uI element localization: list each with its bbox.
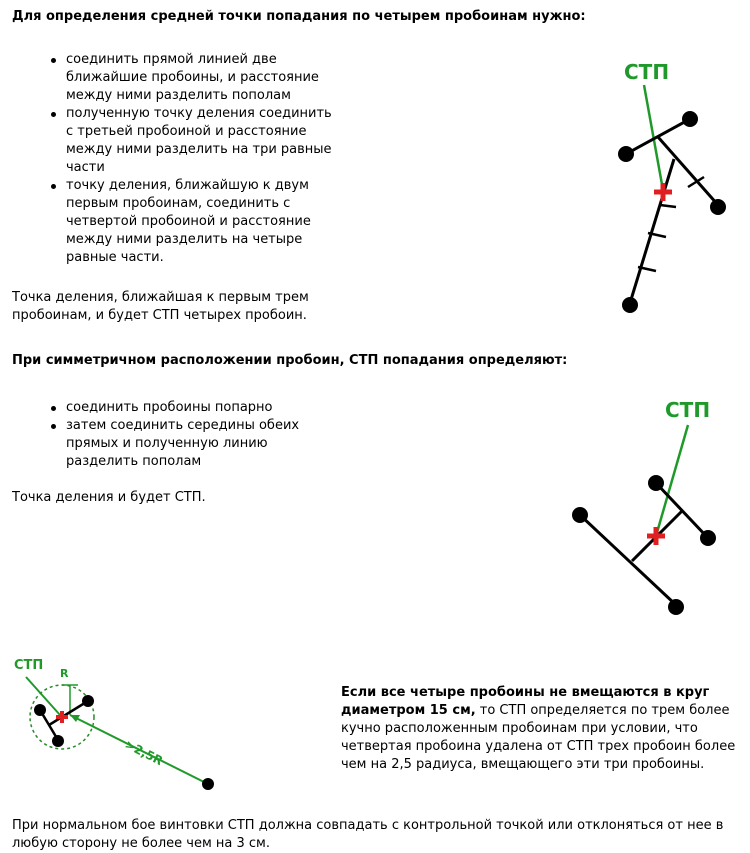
hole-point (52, 735, 64, 747)
stp-label: СТП (665, 398, 711, 422)
distance-label: >2,5R (122, 737, 166, 769)
section1-heading: Для определения средней точки попадания по четырем пробоинам нужно: (12, 9, 586, 24)
section3-text (341, 684, 741, 774)
section3-text-bold: Если все четыре пробоины не вмещаются в круг диаметром 15 см, (341, 685, 710, 718)
hole-point (82, 695, 94, 707)
list-item: точку деления, ближайшую к двум первым пробоинам, соединить с четвертой пробоиной и расстояние между ними разделить на четыре равные части. (66, 177, 341, 267)
hole-point (668, 599, 684, 615)
tick-mark (660, 205, 676, 207)
radius-label: R (60, 667, 69, 680)
stp-label: СТП (624, 60, 670, 84)
list-item: соединить пробоины попарно (66, 399, 311, 417)
section2-conclusion: Точка деления и будет СТП. (12, 490, 206, 505)
stp-symmetric-diagram (570, 393, 740, 623)
hole-point (618, 146, 634, 162)
hole-point (622, 297, 638, 313)
list-item: полученную точку деления соединить с третьей пробоиной и расстояние между ними разделить на три равные части (66, 105, 341, 177)
hole-point (682, 111, 698, 127)
section1-list (66, 51, 341, 267)
section1-conclusion: Точка деления, ближайшая к первым трем пробоинам, и будет СТП четырех пробоин. (12, 290, 309, 323)
section3-text-rest: то СТП определяется по трем более кучно расположенным пробоинам при условии, что четвертая пробоина удалена от СТП трех пробоин более чем на 2,5 радиуса, вмещающего эти три пробоины. (341, 703, 736, 772)
segment-line (580, 515, 676, 605)
list-item: соединить прямой линией две ближайшие пробоины, и расстояние между ними разделить пополам (66, 51, 341, 105)
stp-label: СТП (14, 658, 44, 673)
list-item: затем соединить середины обеих прямых и полученную линию разделить пополам (66, 417, 311, 471)
stp-three-holes-diagram (12, 655, 222, 795)
section2-heading: При симметричном расположении пробоин, СТП попадания определяют: (12, 353, 568, 368)
footer-text: При нормальном бое винтовки СТП должна совпадать с контрольной точкой или отклоняться от нее в любую сторону не более чем на 3 см. (12, 818, 724, 851)
segment-line (626, 119, 690, 154)
stp-cross-icon (654, 183, 672, 201)
segment-line (658, 137, 718, 205)
hole-point (710, 199, 726, 215)
hole-point (572, 507, 588, 523)
hole-point (648, 475, 664, 491)
hole-point (700, 530, 716, 546)
stp-four-holes-diagram (600, 55, 750, 325)
segment-line (630, 159, 674, 303)
hole-point (202, 778, 214, 790)
section2-list (66, 399, 311, 471)
hole-point (34, 704, 46, 716)
